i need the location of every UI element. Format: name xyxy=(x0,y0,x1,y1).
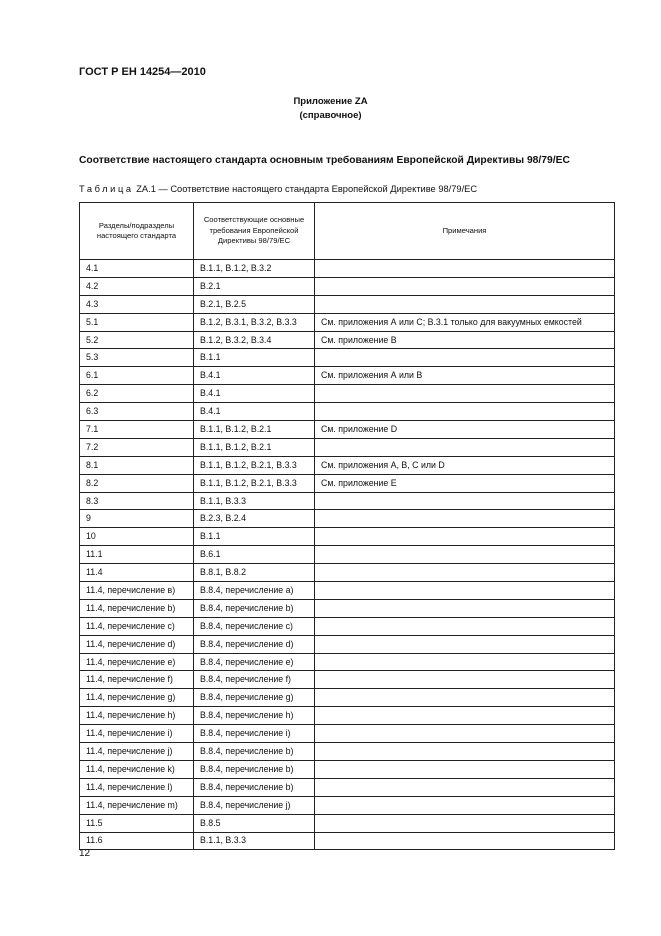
cell-section: 5.2 xyxy=(80,331,194,349)
cell-requirement: В.8.4, перечисление h) xyxy=(194,707,315,725)
table-row xyxy=(80,438,615,456)
cell-section: 6.2 xyxy=(80,385,194,403)
cell-requirement: В.8.4, перечисление с) xyxy=(194,617,315,635)
cell-note xyxy=(315,796,615,814)
cell-requirement: В.4.1 xyxy=(194,367,315,385)
cell-requirement: В.1.1, В.1.2, В.3.2 xyxy=(194,260,315,278)
cell-note xyxy=(315,814,615,832)
cell-note: См. приложение D xyxy=(315,421,615,439)
cell-section: 10 xyxy=(80,528,194,546)
cell-section: 11.4, перечисление j) xyxy=(80,743,194,761)
table-row xyxy=(80,617,615,635)
cell-section: 11.4, перечисление k) xyxy=(80,760,194,778)
page-number: 12 xyxy=(79,848,91,859)
table-header-row xyxy=(80,203,615,260)
table-row xyxy=(80,599,615,617)
cell-requirement: В.1.1, В.1.2, В.2.1 xyxy=(194,421,315,439)
cell-requirement: В.2.3, В.2.4 xyxy=(194,510,315,528)
cell-section: 4.3 xyxy=(80,295,194,313)
table-row xyxy=(80,653,615,671)
cell-note xyxy=(315,277,615,295)
cell-note xyxy=(315,760,615,778)
table-caption xyxy=(79,184,477,194)
table-caption-label: Таблица xyxy=(79,184,134,194)
cell-requirement: В.6.1 xyxy=(194,546,315,564)
cell-requirement: В.8.4, перечисление е) xyxy=(194,653,315,671)
cell-requirement: В.8.4, перечисление b) xyxy=(194,599,315,617)
table-row xyxy=(80,760,615,778)
cell-requirement: В.1.1, В.1.2, В.2.1, В.3.3 xyxy=(194,456,315,474)
cell-requirement: В.8.1, В.8.2 xyxy=(194,564,315,582)
cell-requirement: В.1.2, В.3.2, В.3.4 xyxy=(194,331,315,349)
cell-note xyxy=(315,689,615,707)
table-row xyxy=(80,725,615,743)
table-row xyxy=(80,635,615,653)
cell-requirement: В.1.1, В.3.3 xyxy=(194,832,315,850)
cell-note xyxy=(315,725,615,743)
cell-requirement: В.8.4, перечисление g) xyxy=(194,689,315,707)
cell-section: 11.4, перечисление m) xyxy=(80,796,194,814)
cell-section: 6.1 xyxy=(80,367,194,385)
cell-requirement: В.4.1 xyxy=(194,385,315,403)
cell-note: См. приложения А, В, С или D xyxy=(315,456,615,474)
cell-section: 5.1 xyxy=(80,313,194,331)
cell-note xyxy=(315,832,615,850)
table-row xyxy=(80,385,615,403)
table-row xyxy=(80,510,615,528)
cell-requirement: В.8.4, перечисление i) xyxy=(194,725,315,743)
annex-heading xyxy=(0,95,661,123)
cell-section: 7.2 xyxy=(80,438,194,456)
cell-section: 11.4, перечисление l) xyxy=(80,778,194,796)
cell-note xyxy=(315,546,615,564)
cell-section: 11.4 xyxy=(80,564,194,582)
cell-section: 8.3 xyxy=(80,492,194,510)
cell-note xyxy=(315,778,615,796)
cell-section: 11.4, перечисление g) xyxy=(80,689,194,707)
table-caption-text: ZA.1 — Соответствие настоящего стандарта Европейской Директиве 98/79/ЕС xyxy=(133,184,478,194)
table-row xyxy=(80,367,615,385)
table-row xyxy=(80,743,615,761)
standard-id: ГОСТ Р ЕН 14254—2010 xyxy=(79,66,206,78)
cell-section: 11.4, перечисление f) xyxy=(80,671,194,689)
cell-note xyxy=(315,492,615,510)
cell-requirement: В.1.1, В.1.2, В.2.1, В.3.3 xyxy=(194,474,315,492)
table-row xyxy=(80,277,615,295)
cell-section: 8.1 xyxy=(80,456,194,474)
table-row xyxy=(80,528,615,546)
cell-note xyxy=(315,349,615,367)
cell-requirement: В.8.5 xyxy=(194,814,315,832)
cell-note xyxy=(315,295,615,313)
cell-note xyxy=(315,438,615,456)
cell-note: См. приложение В xyxy=(315,331,615,349)
table-row xyxy=(80,474,615,492)
table-row xyxy=(80,778,615,796)
cell-note: См. приложение Е xyxy=(315,474,615,492)
table-row xyxy=(80,671,615,689)
cell-note: См. приложения А или В xyxy=(315,367,615,385)
cell-requirement: В.8.4, перечисление f) xyxy=(194,671,315,689)
cell-section: 7.1 xyxy=(80,421,194,439)
cell-section: 5.3 xyxy=(80,349,194,367)
annex-title: Приложение ZA xyxy=(293,96,368,107)
cell-note xyxy=(315,635,615,653)
cell-note xyxy=(315,599,615,617)
table-row xyxy=(80,832,615,850)
section-title: Соответствие настоящего стандарта основным требованиям Европейской Директивы 98/79/ЕС xyxy=(79,155,570,166)
cell-note xyxy=(315,564,615,582)
table-row xyxy=(80,689,615,707)
cell-requirement: В.2.1 xyxy=(194,277,315,295)
cell-section: 11.5 xyxy=(80,814,194,832)
table-row xyxy=(80,796,615,814)
cell-requirement: В.1.1 xyxy=(194,528,315,546)
annex-subtitle: (справочное) xyxy=(299,110,362,121)
cell-section: 11.4, перечисление е) xyxy=(80,653,194,671)
header-sections: Разделы/подразделы настоящего стандарта xyxy=(80,203,194,260)
cell-section: 11.1 xyxy=(80,546,194,564)
cell-note xyxy=(315,510,615,528)
cell-note xyxy=(315,403,615,421)
table-row xyxy=(80,349,615,367)
cell-section: 8.2 xyxy=(80,474,194,492)
cell-requirement: В.1.2, В.3.1, В.3.2, В.3.3 xyxy=(194,313,315,331)
cell-note xyxy=(315,707,615,725)
cell-section: 11.4, перечисление с) xyxy=(80,617,194,635)
cell-requirement: В.8.4, перечисление j) xyxy=(194,796,315,814)
cell-note xyxy=(315,260,615,278)
correspondence-table xyxy=(79,202,615,850)
cell-requirement: В.8.4, перечисление d) xyxy=(194,635,315,653)
cell-section: 6.3 xyxy=(80,403,194,421)
cell-note xyxy=(315,653,615,671)
table-row xyxy=(80,260,615,278)
cell-requirement: В.1.1 xyxy=(194,349,315,367)
cell-requirement: В.8.4, перечисление b) xyxy=(194,760,315,778)
table-row xyxy=(80,421,615,439)
cell-section: 11.4, перечисление h) xyxy=(80,707,194,725)
table-row xyxy=(80,456,615,474)
cell-requirement: В.1.1, В.1.2, В.2.1 xyxy=(194,438,315,456)
cell-requirement: В.2.1, В.2.5 xyxy=(194,295,315,313)
cell-section: 11.6 xyxy=(80,832,194,850)
cell-requirement: В.8.4, перечисление а) xyxy=(194,582,315,600)
table-row xyxy=(80,582,615,600)
cell-section: 11.4, перечисление b) xyxy=(80,599,194,617)
cell-section: 11.4, перечисление d) xyxy=(80,635,194,653)
header-requirements: Соответствующие основные требования Европейской Директивы 98/79/ЕС xyxy=(194,203,315,260)
cell-note xyxy=(315,385,615,403)
table-row xyxy=(80,814,615,832)
table-body xyxy=(80,260,615,850)
table-row xyxy=(80,546,615,564)
cell-section: 4.2 xyxy=(80,277,194,295)
cell-requirement: В.4.1 xyxy=(194,403,315,421)
table-row xyxy=(80,331,615,349)
table-row xyxy=(80,403,615,421)
cell-note xyxy=(315,617,615,635)
cell-note xyxy=(315,743,615,761)
table-row xyxy=(80,492,615,510)
cell-section: 4.1 xyxy=(80,260,194,278)
table-row xyxy=(80,564,615,582)
cell-note xyxy=(315,671,615,689)
table-row xyxy=(80,295,615,313)
cell-section: 9 xyxy=(80,510,194,528)
cell-section: 11.4, перечисление в) xyxy=(80,582,194,600)
cell-requirement: В.1.1, В.3.3 xyxy=(194,492,315,510)
cell-note: См. приложения А или С; В.3.1 только для вакуумных емкостей xyxy=(315,313,615,331)
cell-requirement: В.8.4, перечисление b) xyxy=(194,778,315,796)
cell-requirement: В.8.4, перечисление b) xyxy=(194,743,315,761)
table-row xyxy=(80,313,615,331)
cell-section: 11.4, перечисление i) xyxy=(80,725,194,743)
header-notes: Примечания xyxy=(315,203,615,260)
cell-note xyxy=(315,582,615,600)
table-row xyxy=(80,707,615,725)
cell-note xyxy=(315,528,615,546)
